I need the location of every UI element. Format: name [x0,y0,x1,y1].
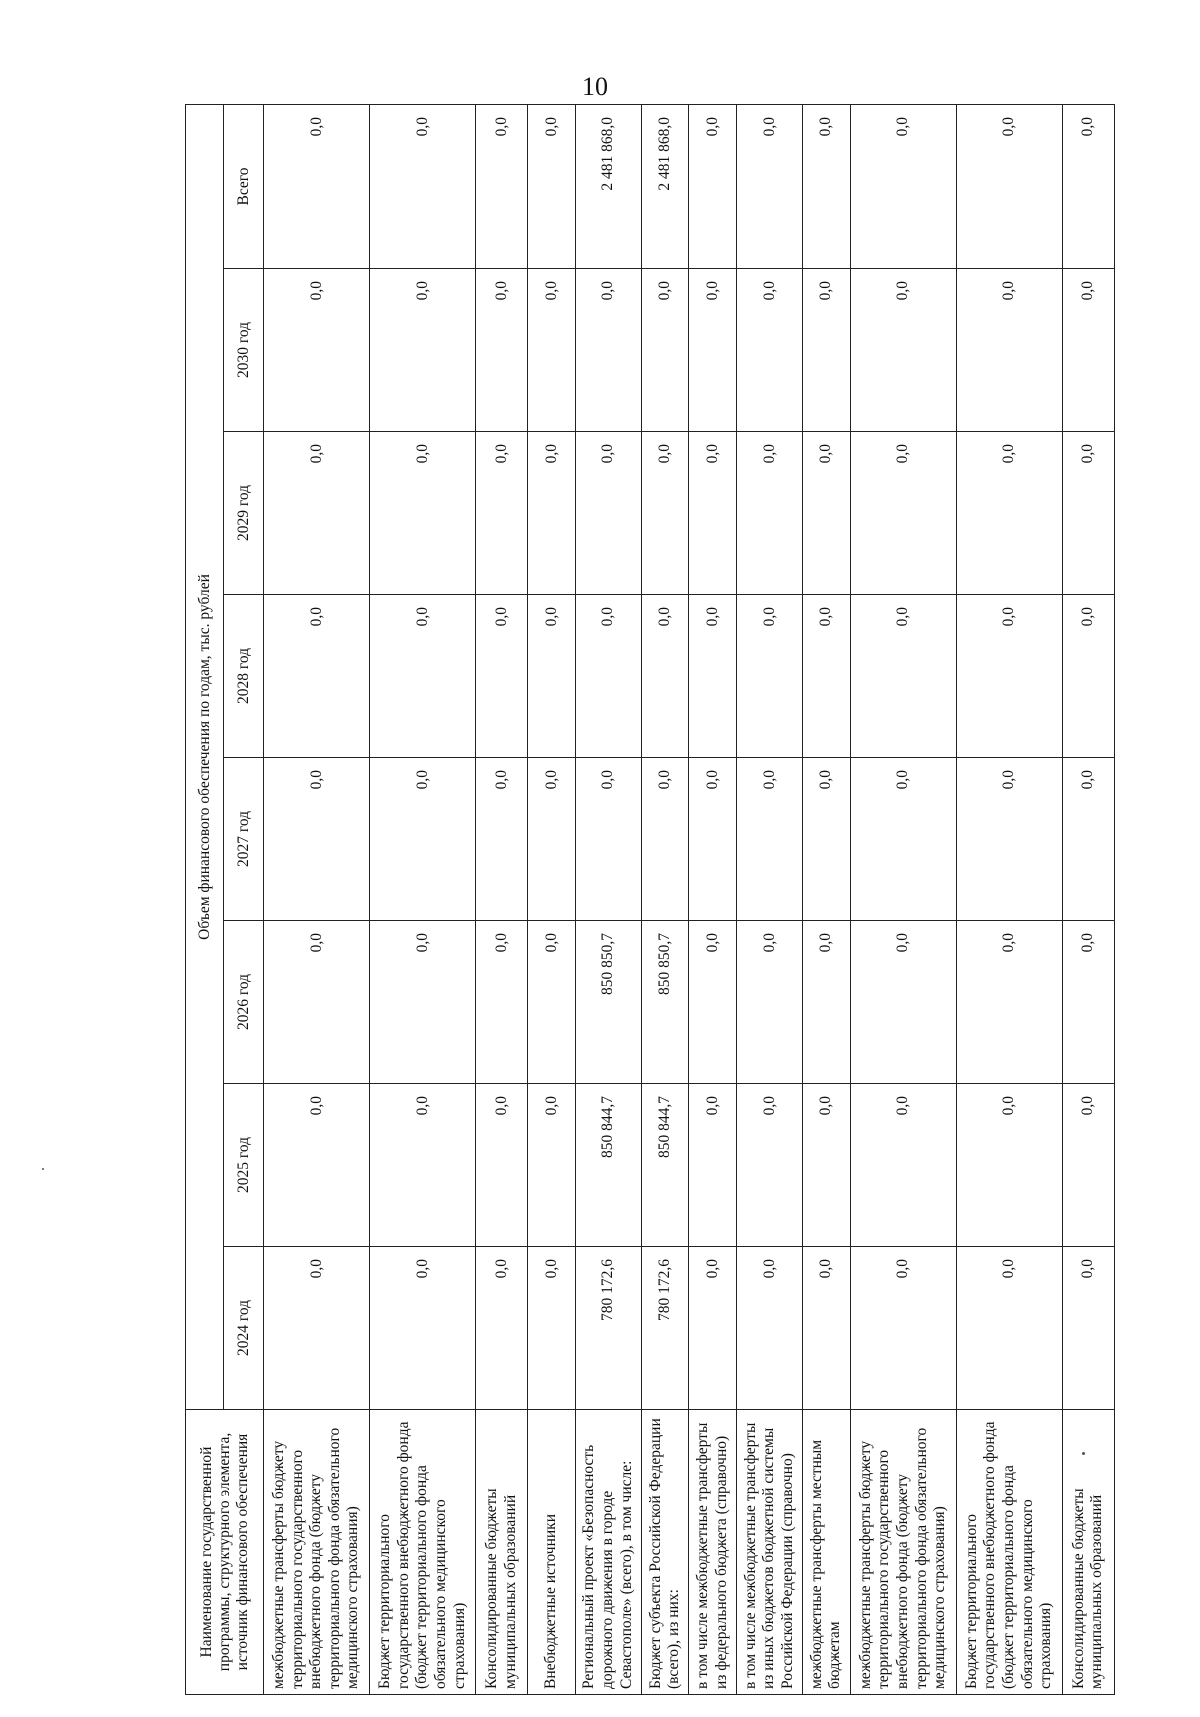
value-cell: 0,0 [737,432,803,595]
value-cell: 0,0 [737,1247,803,1410]
value-cell: 0,0 [264,105,370,269]
value-cell: 0,0 [370,1247,476,1410]
scan-speck [1082,1452,1085,1455]
year-column-header: 2026 год [224,921,264,1084]
value-cell: 0,0 [737,1084,803,1247]
value-cell: 0,0 [476,921,528,1084]
value-cell: 0,0 [850,1084,956,1247]
value-cell: 0,0 [476,1084,528,1247]
value-cell: 0,0 [1062,1247,1114,1410]
value-cell: 0,0 [956,1247,1062,1410]
financing-group-header: Объем финансового обеспечения по годам, тыс. рублей [186,105,224,1410]
value-cell: 0,0 [264,758,370,921]
value-cell: 0,0 [264,595,370,758]
value-cell: 0,0 [575,269,641,432]
table-row [737,105,803,1695]
value-cell: 0,0 [641,269,689,432]
value-cell: 0,0 [689,921,737,1084]
scan-speck [42,1168,44,1170]
row-label: межбюджетные трансферты бюджету территориального государственного внебюджетного фонда (бюджету территориального фонда обязательного медицинского страхования) [264,1410,370,1695]
value-cell: 0,0 [528,1247,576,1410]
value-cell: 0,0 [802,921,850,1084]
value-cell: 0,0 [264,1084,370,1247]
table-row [956,105,1062,1695]
value-cell: 850 844,7 [641,1084,689,1247]
value-cell: 0,0 [737,921,803,1084]
row-label: Консолидированные бюджеты муниципальных образований [1062,1410,1114,1695]
value-cell: 850 850,7 [575,921,641,1084]
year-column-header: 2027 год [224,758,264,921]
value-cell: 0,0 [264,1247,370,1410]
value-cell: 0,0 [1062,432,1114,595]
value-cell: 0,0 [641,758,689,921]
value-cell: 0,0 [370,1084,476,1247]
value-cell: 0,0 [476,758,528,921]
row-label: Консолидированные бюджеты муниципальных образований [476,1410,528,1695]
table-row [370,105,476,1695]
row-label: Бюджет субъекта Российской Федерации (всего), из них: [641,1410,689,1695]
value-cell: 0,0 [802,105,850,269]
value-cell: 0,0 [689,595,737,758]
table-row [1062,105,1114,1695]
value-cell: 0,0 [802,1084,850,1247]
value-cell: 0,0 [850,921,956,1084]
value-cell: 0,0 [689,1247,737,1410]
table-row [689,105,737,1695]
value-cell: 0,0 [264,432,370,595]
value-cell: 0,0 [1062,1084,1114,1247]
row-label: Внебюджетные источники [528,1410,576,1695]
value-cell: 780 172,6 [575,1247,641,1410]
value-cell: 0,0 [737,758,803,921]
table-row [264,105,370,1695]
table-row [476,105,528,1695]
value-cell: 0,0 [956,105,1062,269]
value-cell: 0,0 [956,1084,1062,1247]
value-cell: 0,0 [1062,105,1114,269]
value-cell: 2 481 868,0 [641,105,689,269]
value-cell: 0,0 [575,432,641,595]
value-cell: 850 850,7 [641,921,689,1084]
value-cell: 0,0 [575,595,641,758]
row-label: Бюджет территориального государственного внебюджетного фонда (бюджет территориального фонда обязательного медицинского страхования) [370,1410,476,1695]
value-cell: 0,0 [476,269,528,432]
table-row [850,105,956,1695]
value-cell: 0,0 [641,595,689,758]
value-cell: 0,0 [689,105,737,269]
row-label: Бюджет территориального государственного внебюджетного фонда (бюджет территориального фонда обязательного медицинского страхования) [956,1410,1062,1695]
value-cell: 0,0 [476,595,528,758]
value-cell: 0,0 [528,105,576,269]
table-row [575,105,641,1695]
table-row [528,105,576,1695]
year-column-header: Всего [224,105,264,269]
value-cell: 0,0 [689,758,737,921]
value-cell: 0,0 [850,758,956,921]
value-cell: 0,0 [850,432,956,595]
value-cell: 850 844,7 [575,1084,641,1247]
financing-table [185,104,1115,1695]
value-cell: 0,0 [802,269,850,432]
value-cell: 0,0 [528,921,576,1084]
value-cell: 0,0 [1062,269,1114,432]
value-cell: 0,0 [802,1247,850,1410]
value-cell: 0,0 [370,105,476,269]
value-cell: 0,0 [802,432,850,595]
value-cell: 0,0 [264,921,370,1084]
value-cell: 0,0 [370,269,476,432]
value-cell: 0,0 [689,432,737,595]
value-cell: 0,0 [528,432,576,595]
value-cell: 0,0 [737,595,803,758]
name-column-header: Наименование государственной программы, структурного элемента, источник финансового обеспечения [186,1410,264,1695]
value-cell: 0,0 [476,105,528,269]
year-column-header: 2028 год [224,595,264,758]
row-label: межбюджетные трансферты бюджету территориального государственного внебюджетного фонда (бюджету территориального фонда обязательного медицинского страхования) [850,1410,956,1695]
value-cell: 0,0 [575,758,641,921]
value-cell: 0,0 [528,758,576,921]
value-cell: 0,0 [370,595,476,758]
value-cell: 0,0 [370,921,476,1084]
value-cell: 0,0 [850,1247,956,1410]
year-column-header: 2029 год [224,432,264,595]
row-label: в том числе межбюджетные трансферты из иных бюджетов бюджетной системы Российской Федерации (справочно) [737,1410,803,1695]
rotated-table-container [185,105,1115,1695]
value-cell: 0,0 [956,432,1062,595]
value-cell: 0,0 [956,269,1062,432]
value-cell: 0,0 [641,432,689,595]
year-column-header: 2025 год [224,1084,264,1247]
value-cell: 0,0 [956,921,1062,1084]
value-cell: 780 172,6 [641,1247,689,1410]
row-label: Региональный проект «Безопасность дорожного движения в городе Севастополе» (всего), в том числе: [575,1410,641,1695]
value-cell: 0,0 [850,269,956,432]
value-cell: 0,0 [737,105,803,269]
year-column-header: 2030 год [224,269,264,432]
page-number: 10 [582,72,608,101]
table-row [802,105,850,1695]
value-cell: 0,0 [850,595,956,758]
value-cell: 0,0 [689,269,737,432]
value-cell: 0,0 [370,758,476,921]
value-cell: 0,0 [956,595,1062,758]
table-row [641,105,689,1695]
value-cell: 0,0 [737,269,803,432]
value-cell: 0,0 [802,758,850,921]
value-cell: 0,0 [1062,595,1114,758]
value-cell: 0,0 [689,1084,737,1247]
value-cell: 0,0 [802,595,850,758]
value-cell: 0,0 [850,105,956,269]
row-label: в том числе межбюджетные трансферты из федерального бюджета (справочно) [689,1410,737,1695]
row-label: межбюджетные трансферты местным бюджетам [802,1410,850,1695]
value-cell: 0,0 [528,1084,576,1247]
value-cell: 2 481 868,0 [575,105,641,269]
value-cell: 0,0 [1062,921,1114,1084]
value-cell: 0,0 [264,269,370,432]
value-cell: 0,0 [1062,758,1114,921]
value-cell: 0,0 [956,758,1062,921]
year-column-header: 2024 год [224,1247,264,1410]
value-cell: 0,0 [370,432,476,595]
value-cell: 0,0 [528,269,576,432]
value-cell: 0,0 [528,595,576,758]
value-cell: 0,0 [476,1247,528,1410]
value-cell: 0,0 [476,432,528,595]
